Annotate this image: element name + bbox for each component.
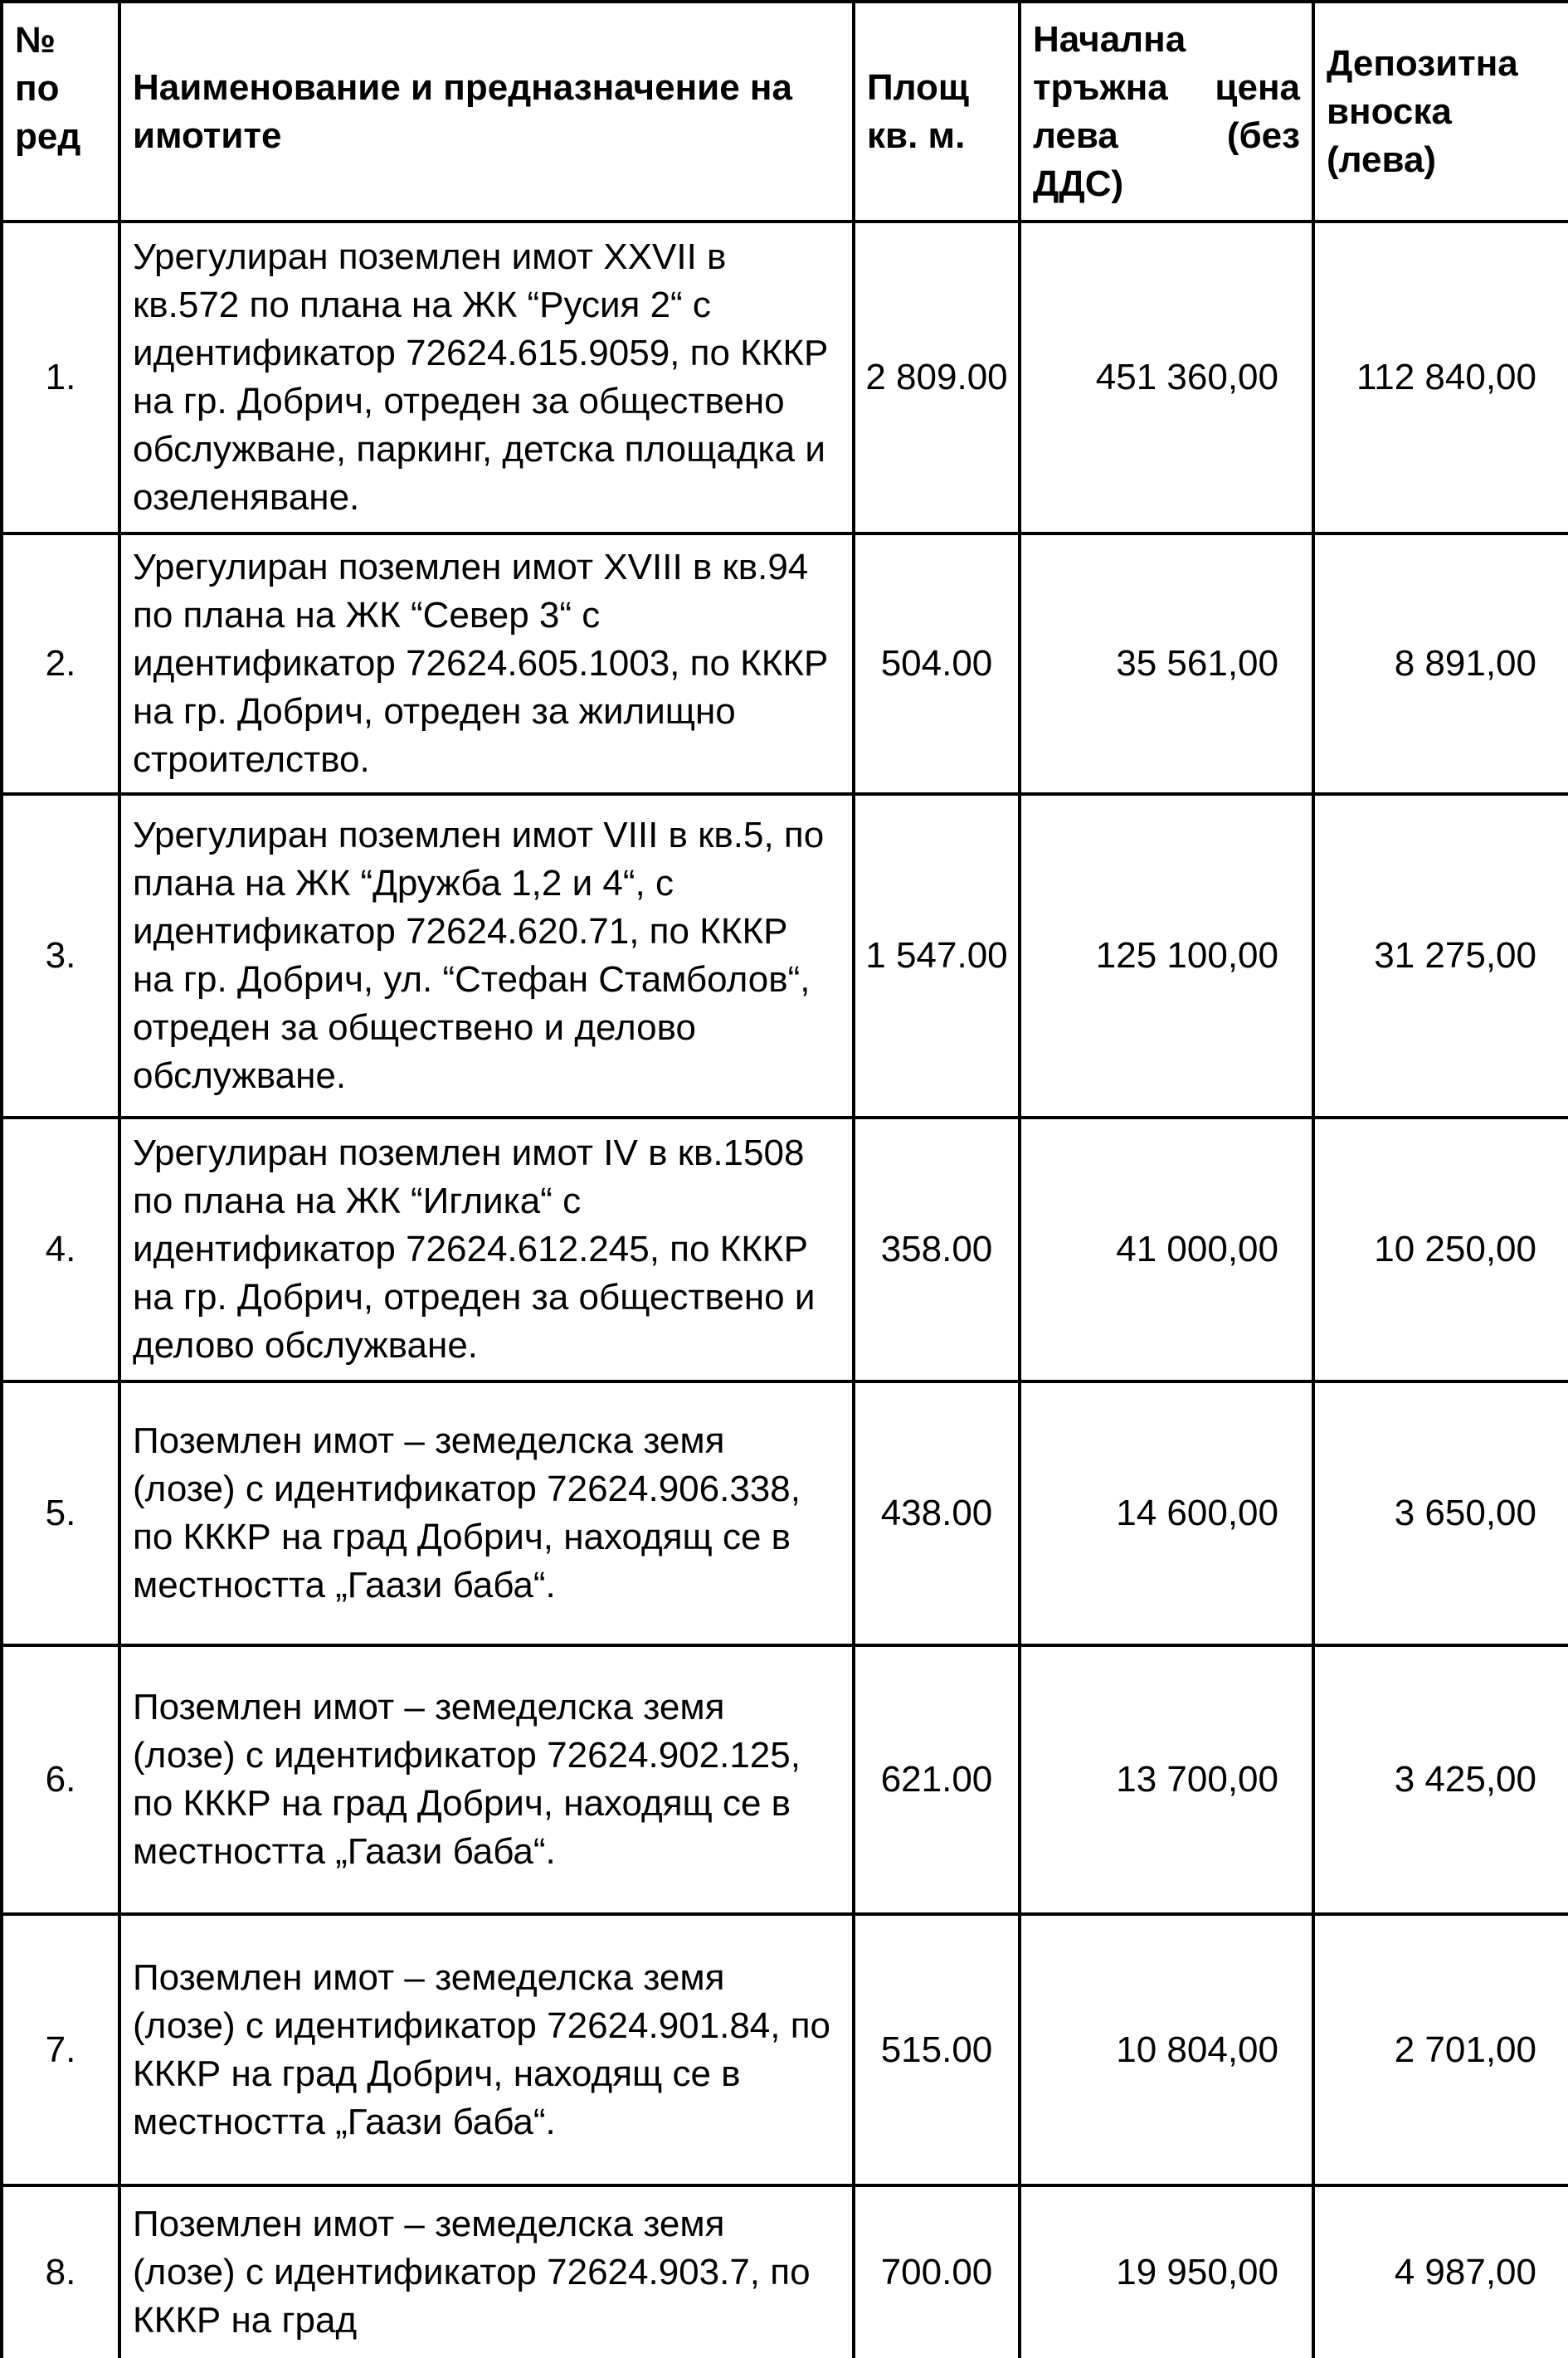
cell-deposit: 8 891,00 <box>1313 533 1568 794</box>
header-number: № по ред <box>2 2 119 222</box>
table-row <box>2 794 1568 1118</box>
cell-area: 504.00 <box>854 533 1020 794</box>
table-row <box>2 533 1568 794</box>
cell-starting-price: 14 600,00 <box>1020 1381 1313 1645</box>
cell-property-name: Поземлен имот – земеделска земя (лозе) с идентификатор 72624.902.125, по КККР на град Добрич, находящ се в местността „Гаази баба“. <box>119 1645 854 1914</box>
header-starting-price: Начална тръжна цена лева (без ДДС) <box>1020 2 1313 222</box>
cell-starting-price: 13 700,00 <box>1020 1645 1313 1914</box>
cell-deposit: 3 425,00 <box>1313 1645 1568 1914</box>
cell-starting-price: 19 950,00 <box>1020 2185 1313 2358</box>
cell-starting-price: 41 000,00 <box>1020 1118 1313 1381</box>
cell-row-number: 3. <box>2 794 119 1118</box>
cell-property-name: Урегулиран поземлен имот VIII в кв.5, по плана на ЖК “Дружба 1,2 и 4“, с идентификатор 72624.620.71, по КККР на гр. Добрич, ул. “Стефан Стамболов“, отреден за обществено и делово обслужване. <box>119 794 854 1118</box>
cell-area: 1 547.00 <box>854 794 1020 1118</box>
cell-area: 438.00 <box>854 1381 1020 1645</box>
table-row <box>2 2185 1568 2358</box>
cell-deposit: 10 250,00 <box>1313 1118 1568 1381</box>
cell-starting-price: 125 100,00 <box>1020 794 1313 1118</box>
header-deposit: Депозитна вноска (лева) <box>1313 2 1568 222</box>
cell-row-number: 1. <box>2 222 119 533</box>
cell-deposit: 3 650,00 <box>1313 1381 1568 1645</box>
header-row <box>2 2 1568 222</box>
cell-row-number: 2. <box>2 533 119 794</box>
cell-deposit: 31 275,00 <box>1313 794 1568 1118</box>
cell-property-name: Урегулиран поземлен имот IV в кв.1508 по плана на ЖК “Иглика“ с идентификатор 72624.612.245, по КККР на гр. Добрич, отреден за обществено и делово обслужване. <box>119 1118 854 1381</box>
table-row <box>2 1118 1568 1381</box>
cell-deposit: 2 701,00 <box>1313 1914 1568 2185</box>
table-row <box>2 1645 1568 1914</box>
cell-property-name: Поземлен имот – земеделска земя (лозе) с идентификатор 72624.906.338, по КККР на град Добрич, находящ се в местността „Гаази баба“. <box>119 1381 854 1645</box>
cell-row-number: 5. <box>2 1381 119 1645</box>
cell-property-name: Поземлен имот – земеделска земя (лозе) с идентификатор 72624.903.7, по КККР на град <box>119 2185 854 2358</box>
table-body <box>2 222 1568 2358</box>
header-area: Площ кв. м. <box>854 2 1020 222</box>
cell-property-name: Урегулиран поземлен имот XXVII в кв.572 по плана на ЖК “Русия 2“ с идентификатор 72624.615.9059, по КККР на гр. Добрич, отреден за обществено обслужване, паркинг, детска площадка и озеленяване. <box>119 222 854 533</box>
table-row <box>2 1381 1568 1645</box>
cell-property-name: Урегулиран поземлен имот XVIII в кв.94 по плана на ЖК “Север 3“ с идентификатор 72624.605.1003, по КККР на гр. Добрич, отреден за жилищно строителство. <box>119 533 854 794</box>
cell-area: 621.00 <box>854 1645 1020 1914</box>
cell-starting-price: 10 804,00 <box>1020 1914 1313 2185</box>
cell-starting-price: 451 360,00 <box>1020 222 1313 533</box>
header-property-name: Наименование и предназначение на имотите <box>119 2 854 222</box>
cell-area: 515.00 <box>854 1914 1020 2185</box>
table-row <box>2 1914 1568 2185</box>
cell-row-number: 7. <box>2 1914 119 2185</box>
cell-area: 2 809.00 <box>854 222 1020 533</box>
table-row <box>2 222 1568 533</box>
cell-deposit: 4 987,00 <box>1313 2185 1568 2358</box>
cell-area: 700.00 <box>854 2185 1020 2358</box>
cell-property-name: Поземлен имот – земеделска земя (лозе) с идентификатор 72624.901.84, по КККР на град Добрич, находящ се в местността „Гаази баба“. <box>119 1914 854 2185</box>
cell-area: 358.00 <box>854 1118 1020 1381</box>
cell-starting-price: 35 561,00 <box>1020 533 1313 794</box>
cell-deposit: 112 840,00 <box>1313 222 1568 533</box>
cell-row-number: 8. <box>2 2185 119 2358</box>
cell-row-number: 6. <box>2 1645 119 1914</box>
cell-row-number: 4. <box>2 1118 119 1381</box>
